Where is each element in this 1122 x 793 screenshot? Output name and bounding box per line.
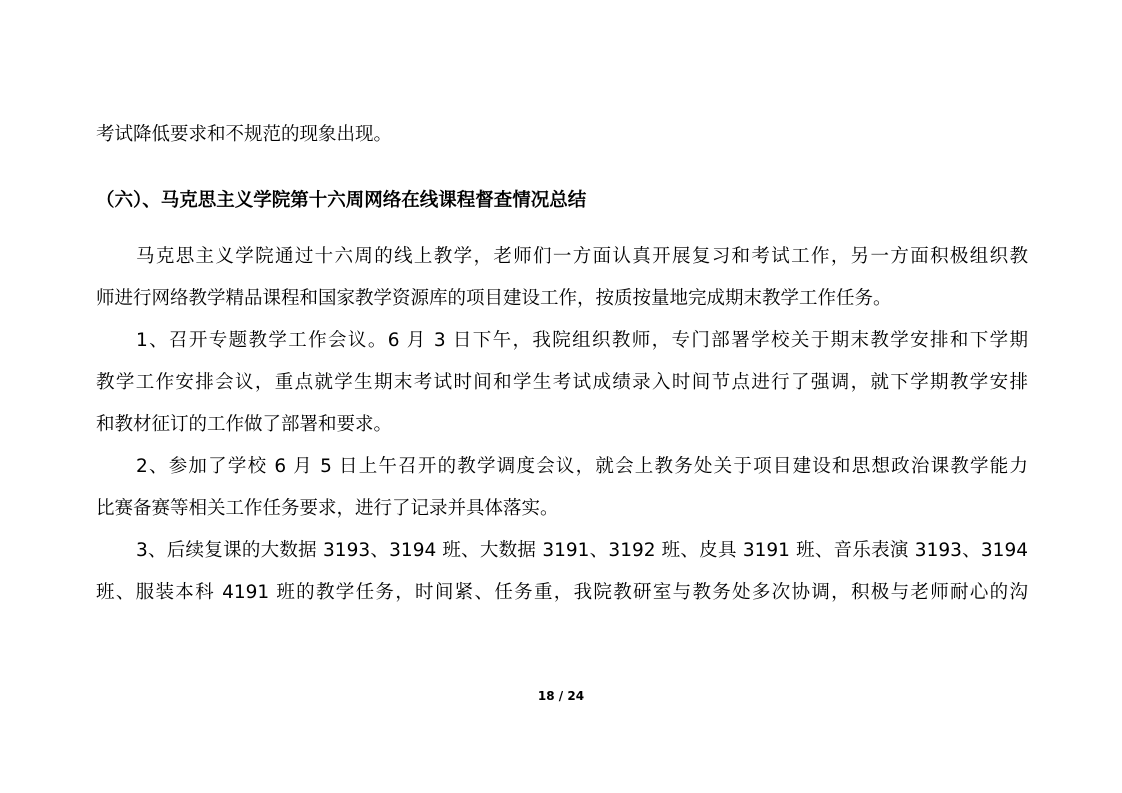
list-item-1-line: 教学工作安排会议，重点就学生期末考试时间和学生考试成绩录入时间节点进行了强调，就下学期教学安排 [96, 372, 1028, 393]
paragraph-continuation: 考试降低要求和不规范的现象出现。 [96, 124, 393, 145]
list-item-1-line: 1、召开专题教学工作会议。6 月 3 日下午，我院组织教师，专门部署学校关于期末教学安排和下学期 [136, 330, 1028, 351]
section-heading: （六）、马克思主义学院第十六周网络在线课程督查情况总结 [96, 190, 587, 211]
list-item-2-line: 2、参加了学校 6 月 5 日上午召开的教学调度会议，就会上教务处关于项目建设和思想政治课教学能力 [136, 456, 1028, 477]
list-item-2-line: 比赛备赛等相关工作任务要求，进行了记录并具体落实。 [96, 498, 559, 519]
list-item-1-line: 和教材征订的工作做了部署和要求。 [96, 414, 393, 435]
list-item-3-line: 3、后续复课的大数据 3193、3194 班、大数据 3191、3192 班、皮具 3191 班、音乐表演 3193、3194 [136, 540, 1028, 561]
paragraph-line: 师进行网络教学精品课程和国家教学资源库的项目建设工作，按质按量地完成期末教学工作任务。 [96, 288, 892, 309]
page-number: 18 / 24 [537, 689, 585, 703]
list-item-3-line: 班、服装本科 4191 班的教学任务，时间紧、任务重，我院教研室与教务处多次协调，积极与老师耐心的沟 [96, 582, 1028, 603]
paragraph-line: 马克思主义学院通过十六周的线上教学，老师们一方面认真开展复习和考试工作，另一方面积极组织教 [136, 246, 1028, 267]
